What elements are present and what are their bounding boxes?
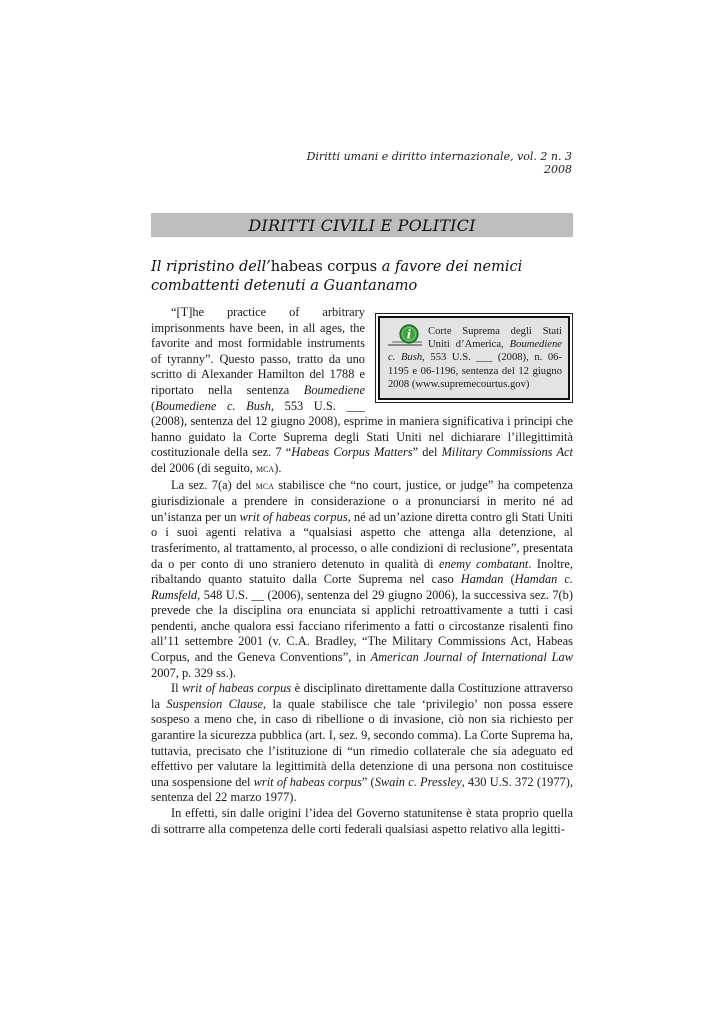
text-run: Hamdan c. Rumsfeld: [151, 572, 573, 602]
title-part: a favore dei nemici combattenti detenuti a Guantanamo: [151, 259, 523, 294]
text-run: . Inoltre, ribaltando quanto statuito dalla Corte Suprema nel caso: [151, 556, 573, 587]
text-run: In effetti, sin dalle origini l’idea del Governo statunitense è stata proprio quella di sottrarre alla competenza delle corti federali qualsiasi aspetto relativo alla legitti-: [151, 806, 573, 836]
text-run: , 548 U.S. __ (2006), sentenza del 29 giugno 2006), la successiva sez. 7(b) prevede che la disciplina ora enunciata si applichi retroattivamente a tutti i casi pendenti, anche qualora essi facciano riferimento a fatti o circostanze risalenti fino all’11 settembre 2001 (v. C.A. Bradley, “The Military Commissions Act, Habeas Corpus, and the Geneva Conventions”, in: [151, 587, 573, 665]
title-habeas: habeas corpus: [270, 259, 378, 275]
text-run: è disciplinato direttamente dalla Costituzione attraverso la: [151, 681, 574, 711]
running-head: Diritti umani e diritto internazionale, vol. 2 n. 3 2008: [306, 150, 572, 176]
reference-text: Corte Suprema degli Stati Uniti d’America,: [428, 326, 562, 351]
text-run: Military Commissions Act: [441, 445, 573, 460]
text-run: 2007, p. 329 ss.).: [151, 665, 237, 680]
paragraph-1: [151, 305, 573, 478]
section-heading: [151, 213, 573, 237]
reference-box: [375, 313, 573, 403]
text-run: ” (: [361, 774, 375, 789]
paragraph-2: [151, 478, 573, 682]
paragraph-4: [151, 806, 573, 837]
title-part: Il ripristino dell’: [151, 259, 271, 275]
reference-box-inner: [378, 316, 570, 400]
text-run: , la quale stabilisce che tale ‘privilegio’ non possa essere sospeso a meno che, in caso di ribellione o di invasione, ciò non sia richiesto per garantire la sicurezza pubblica (art. I, sez. 9, secondo comma). La Corte Suprema ha, tuttavia, precisato che l’istituzione di “un rimedio collaterale che sia adeguato ed effettivo per valutare la legittimità della detenzione di una persona non costituisce una sospensione del: [151, 696, 573, 789]
text-run: “[T]he practice of arbitrary imprisonments have been, in all ages, the favorite and most formidable instruments of tyranny”. Questo passo, tratto da uno scritto di Alexander Hamilton del 1788 e riportato nella sentenza: [151, 305, 365, 397]
article-title: [151, 258, 575, 296]
text-run: Boumediene: [303, 382, 365, 397]
text-run: stabilisce che “no court, justice, or judge” ha competenza giurisdizionale a prendere in considerazione o a pronunciarsi in merito né ad un’istanza per un: [151, 477, 573, 524]
text-run: American Journal of International Law: [370, 650, 573, 665]
text-run: Hamdan: [460, 572, 504, 587]
text-run: mca: [255, 479, 274, 492]
text-run: ” del: [412, 445, 442, 460]
article-body: [151, 305, 573, 837]
text-run: Il: [171, 681, 183, 696]
text-run: del 2006 (di seguito,: [151, 460, 256, 475]
text-run: , 553 U.S. ___ (2008), sentenza del 12 giugno 2008), esprime in maniera significativa i principi che hanno guidato la Corte Suprema degli Stati Uniti nel dichiarare l’illegittimità costituzionale della sez. 7 “: [151, 398, 573, 460]
text-run: Suspension Clause: [166, 696, 264, 711]
section-title: DIRITTI CIVILI E POLITICI: [248, 215, 476, 235]
text-run: (: [503, 572, 515, 587]
reference-text: , 553 U.S. ___ (2008), n. 06-1195 e 06-1196, sentenza del 12 giugno 2008 (www.supremecourtus.gov): [388, 352, 563, 390]
text-run: La sez. 7(a) del: [171, 477, 256, 492]
info-icon: [388, 325, 426, 349]
reference-case: Boumediene c. Bush: [388, 339, 562, 364]
text-run: (: [151, 398, 156, 413]
text-run: enemy combatant: [438, 556, 529, 571]
svg-text:i: i: [406, 327, 412, 342]
text-run: mca: [255, 462, 275, 475]
text-run: Swain c. Pressley: [374, 774, 462, 789]
text-run: ).: [274, 460, 282, 475]
text-run: writ of habeas corpus: [253, 774, 362, 789]
text-run: writ of habeas corpus: [182, 681, 292, 696]
text-run: Boumediene c. Bush: [155, 398, 271, 413]
text-run: , 430 U.S. 372 (1977), sentenza del 22 marzo 1977).: [151, 774, 573, 805]
text-run: Habeas Corpus Matters: [291, 445, 413, 460]
paragraph-3: [151, 681, 573, 806]
text-run: , né ad un’azione diretta contro gli Stati Uniti o i suoi agenti relativa a “qualsiasi aspetto che attenga alla detenzione, al trasferimento, al trattamento, al processo, o alle condizioni di reclusione”, presentata da o per conto di uno straniero detenuto in qualità di: [151, 509, 573, 571]
text-run: writ of habeas corpus: [239, 509, 348, 524]
